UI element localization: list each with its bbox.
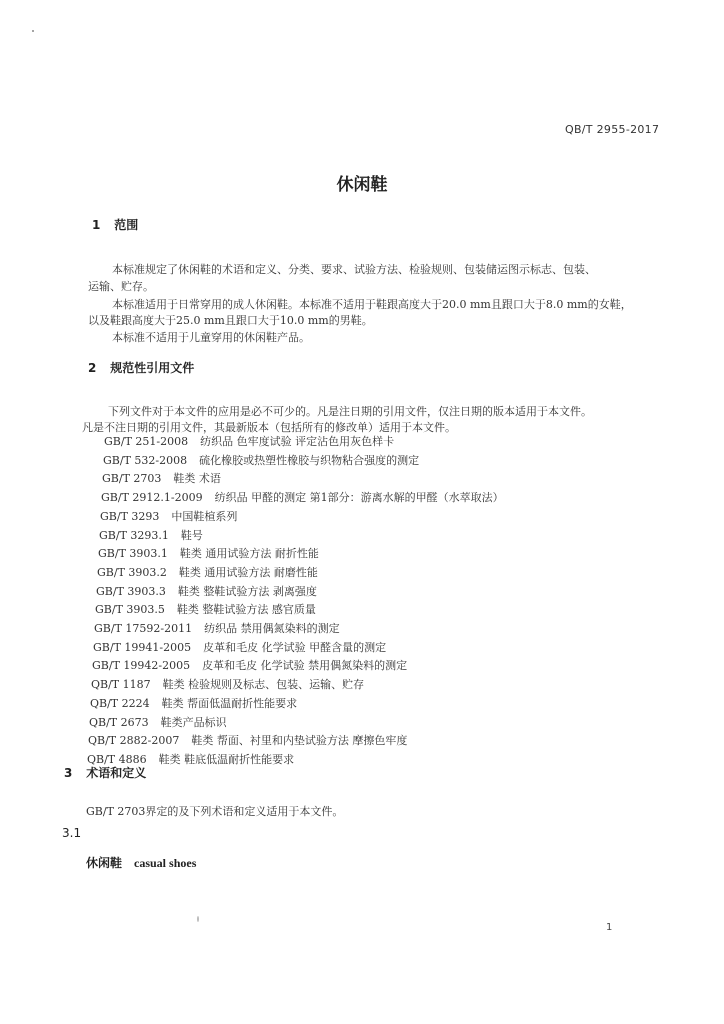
reference-code: GB/T 19942-2005 xyxy=(92,659,191,673)
reference-title: 纺织品 色牢度试验 评定沾色用灰色样卡 xyxy=(200,435,395,448)
reference-title: 鞋类 通用试验方法 耐磨性能 xyxy=(178,565,318,579)
reference-title: 鞋类 帮面低温耐折性能要求 xyxy=(161,696,298,710)
reference-title: 硫化橡胶或热塑性橡胶与织物粘合强度的测定 xyxy=(199,453,420,467)
reference-code: GB/T 3903.3 xyxy=(96,584,166,598)
scan-speck xyxy=(197,916,199,922)
scan-speck xyxy=(32,30,34,32)
section-title: 术语和定义 xyxy=(86,766,147,780)
reference-item xyxy=(96,583,317,599)
reference-title: 鞋号 xyxy=(180,528,203,542)
reference-title: 皮革和毛皮 化学试验 禁用偶氮染料的测定 xyxy=(202,659,408,673)
reference-code: QB/T 4886 xyxy=(87,752,147,766)
reference-code: GB/T 3293 xyxy=(100,509,160,523)
reference-item xyxy=(103,452,419,468)
reference-item xyxy=(97,564,318,580)
document-title: 休闲鞋 xyxy=(336,175,388,195)
term-english: casual shoes xyxy=(134,856,197,870)
section-number: 1 xyxy=(92,218,101,232)
reference-code: GB/T 3903.1 xyxy=(98,547,168,561)
reference-code: GB/T 532-2008 xyxy=(103,453,188,467)
term-entry xyxy=(86,854,196,871)
reference-code: QB/T 2673 xyxy=(89,715,149,729)
reference-title: 鞋类 通用试验方法 耐折性能 xyxy=(179,547,319,561)
scope-paragraph-line: 本标准规定了休闲鞋的术语和定义、分类、要求、试验方法、检验规则、包装储运图示标志、包装、 xyxy=(112,263,596,276)
section-number: 2 xyxy=(88,361,97,375)
references-intro-line: 下列文件对于本文件的应用是必不可少的。凡是注日期的引用文件，仅注日期的版本适用于本文件。 xyxy=(108,405,592,418)
scope-paragraph-line: 以及鞋跟高度大于25.0 mm且跟口大于10.0 mm的男鞋。 xyxy=(88,314,373,327)
reference-code: GB/T 3903.2 xyxy=(97,565,167,579)
reference-code: GB/T 251-2008 xyxy=(104,435,189,448)
standard-code: QB/T 2955-2017 xyxy=(565,123,660,136)
scope-paragraph-line: 本标准不适用于儿童穿用的休闲鞋产品。 xyxy=(112,331,310,344)
reference-title: 鞋类 术语 xyxy=(173,472,221,486)
reference-item xyxy=(101,489,504,505)
reference-code: GB/T 2703 xyxy=(102,472,162,486)
reference-item xyxy=(102,470,221,486)
reference-item xyxy=(89,714,227,730)
reference-title: 鞋类 鞋底低温耐折性能要求 xyxy=(158,752,295,766)
reference-title: 鞋类 整鞋试验方法 剥离强度 xyxy=(177,584,317,598)
term-number: 3.1 xyxy=(62,826,82,840)
section-title: 规范性引用文件 xyxy=(110,361,195,375)
scope-paragraph-line: 本标准适用于日常穿用的成人休闲鞋。本标准不适用于鞋跟高度大于20.0 mm且跟口大于8.0 mm的女鞋， xyxy=(112,298,632,311)
reference-item xyxy=(100,508,237,524)
reference-code: GB/T 19941-2005 xyxy=(93,640,192,654)
section-heading-terms xyxy=(64,764,146,781)
reference-item xyxy=(93,639,386,655)
reference-item xyxy=(92,657,407,673)
reference-item xyxy=(94,620,340,636)
reference-code: QB/T 1187 xyxy=(91,678,151,692)
reference-title: 皮革和毛皮 化学试验 甲醛含量的测定 xyxy=(203,640,387,654)
term-chinese: 休闲鞋 xyxy=(86,856,123,870)
reference-title: 鞋类 检验规则及标志、包装、运输、贮存 xyxy=(162,678,365,692)
section-title: 范围 xyxy=(114,218,139,232)
reference-item xyxy=(99,527,203,543)
section-number: 3 xyxy=(64,766,73,780)
reference-item xyxy=(104,433,394,449)
reference-code: GB/T 2912.1-2009 xyxy=(101,491,203,505)
reference-code: GB/T 17592-2011 xyxy=(94,622,193,635)
section-heading-references xyxy=(88,359,194,376)
reference-title: 纺织品 甲醛的测定 第1部分：游离水解的甲醛（水萃取法） xyxy=(214,491,504,505)
reference-code: QB/T 2224 xyxy=(90,696,150,710)
reference-title: 纺织品 禁用偶氮染料的测定 xyxy=(204,622,340,635)
reference-item xyxy=(95,601,316,617)
section-heading-scope xyxy=(92,216,138,233)
reference-title: 鞋类 帮面、衬里和内垫试验方法 摩擦色牢度 xyxy=(191,734,408,748)
scope-paragraph-line: 运输、贮存。 xyxy=(88,280,154,293)
reference-code: GB/T 3903.5 xyxy=(95,603,165,617)
terms-intro: GB/T 2703界定的及下列术语和定义适用于本文件。 xyxy=(86,805,344,818)
reference-title: 鞋类 整鞋试验方法 感官质量 xyxy=(176,603,316,617)
reference-title: 中国鞋楦系列 xyxy=(171,509,238,523)
references-intro-line: 凡是不注日期的引用文件，其最新版本（包括所有的修改单）适用于本文件。 xyxy=(82,421,456,434)
reference-item xyxy=(98,545,319,561)
reference-item xyxy=(91,676,364,692)
reference-item xyxy=(90,695,297,711)
reference-title: 鞋类产品标识 xyxy=(160,715,227,729)
reference-code: QB/T 2882-2007 xyxy=(88,734,180,748)
page-number: 1 xyxy=(606,922,613,933)
reference-item xyxy=(88,732,407,748)
reference-code: GB/T 3293.1 xyxy=(99,528,169,542)
